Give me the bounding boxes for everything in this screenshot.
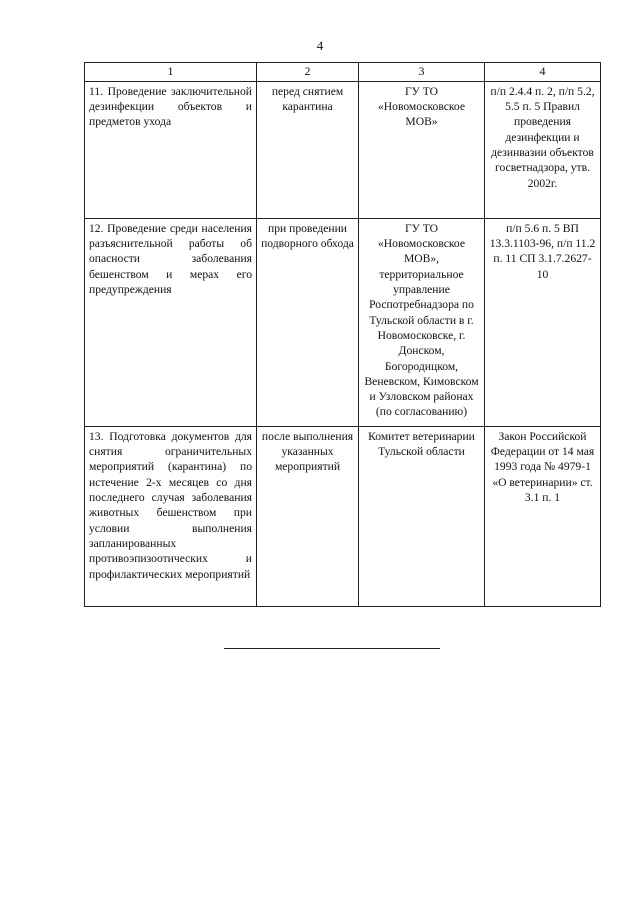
timing-cell: при проведении подворного обхода	[257, 218, 359, 426]
basis-cell: Закон Российской Федерации от 14 мая 1993 года № 4979-1 «О ветеринарии» ст. 3.1 п. 1	[485, 426, 601, 606]
responsible-cell: ГУ ТО «Новомосковское МОВ», территориальное управление Роспотребнадзора по Тульской области в г. Новомосковске, г. Донском, Богородицком, Веневском, Кимовском и Узловском районах (по согласованию)	[359, 218, 485, 426]
timing-cell: перед снятием карантина	[257, 81, 359, 218]
measures-table	[84, 62, 601, 607]
table-row	[85, 218, 601, 426]
table-row	[85, 81, 601, 218]
action-cell: 11. Проведение заключительной дезинфекции объектов и предметов ухода	[85, 81, 257, 218]
closing-divider	[224, 648, 440, 649]
column-header-1: 1	[85, 63, 257, 82]
column-header-2: 2	[257, 63, 359, 82]
responsible-cell: Комитет ветеринарии Тульской области	[359, 426, 485, 606]
responsible-cell: ГУ ТО «Новомосковское МОВ»	[359, 81, 485, 218]
timing-cell: после выполнения указанных мероприятий	[257, 426, 359, 606]
table-row	[85, 426, 601, 606]
page-number: 4	[316, 38, 324, 53]
column-header-4: 4	[485, 63, 601, 82]
basis-cell: п/п 2.4.4 п. 2, п/п 5.2, 5.5 п. 5 Правил проведения дезинфекции и дезинвазии объектов госветнадзора, утв. 2002г.	[485, 81, 601, 218]
basis-cell: п/п 5.6 п. 5 ВП 13.3.1103-96, п/п 11.2 п. 11 СП 3.1.7.2627-10	[485, 218, 601, 426]
table-header-row	[85, 63, 601, 82]
action-cell: 12. Проведение среди населения разъяснительной работы об опасности заболевания бешенством и мерах его предупреждения	[85, 218, 257, 426]
action-cell: 13. Подготовка документов для снятия ограничительных мероприятий (карантина) по истечение 2-х месяцев со дня последнего случая заболевания животных бешенством при условии выполнения запланированных противоэпизоотических и профилактических мероприятий	[85, 426, 257, 606]
column-header-3: 3	[359, 63, 485, 82]
